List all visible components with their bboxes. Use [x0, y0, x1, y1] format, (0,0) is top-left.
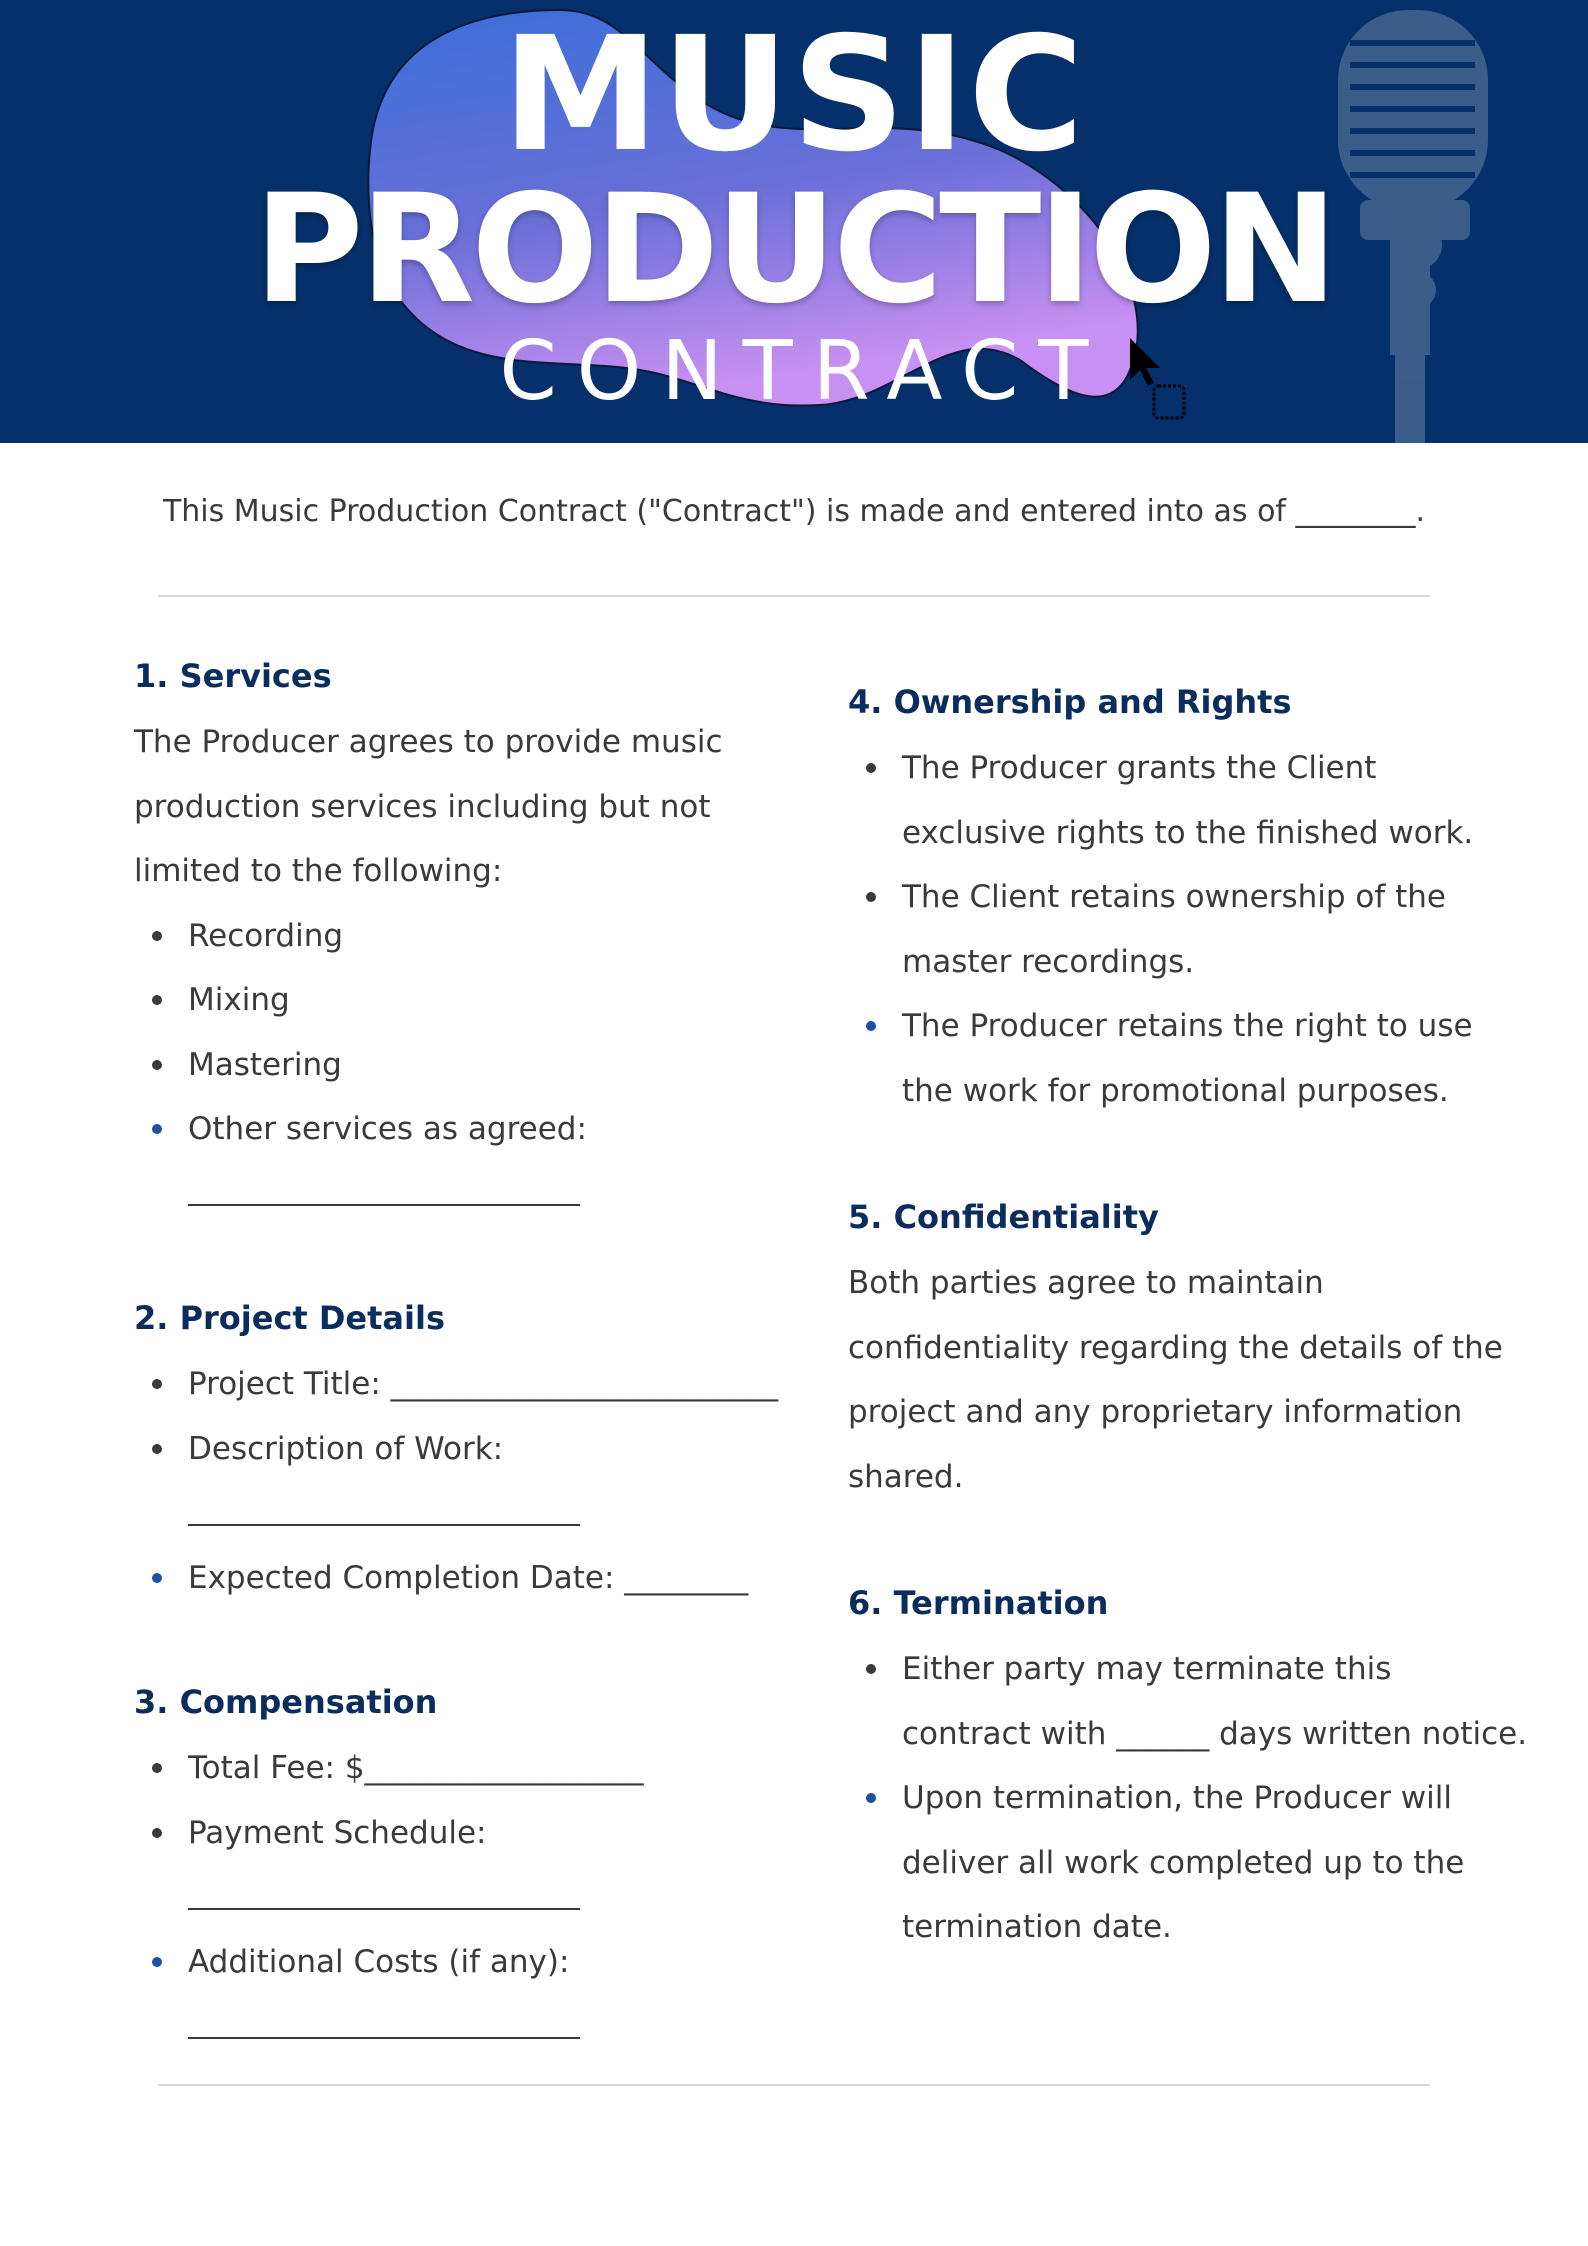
bullet-icon	[152, 931, 162, 941]
bullet-icon	[152, 1573, 162, 1583]
ownership-list	[848, 736, 1528, 1123]
list-item	[134, 1546, 824, 1611]
list-item-text: Project Title: _________________________	[188, 1366, 779, 1402]
list-item-text: Total Fee: $__________________	[188, 1750, 644, 1786]
bullet-icon	[152, 1060, 162, 1070]
bullet-icon	[152, 1124, 162, 1134]
list-item	[134, 1417, 824, 1546]
list-item	[848, 736, 1528, 865]
list-item	[848, 865, 1528, 994]
section-termination	[848, 1579, 1528, 1960]
list-item	[134, 1097, 824, 1226]
list-item	[134, 904, 824, 969]
list-item-text: The Producer grants the Client exclusive rights to the finished work.	[902, 750, 1474, 851]
termination-list	[848, 1637, 1528, 1960]
services-body: The Producer agrees to provide music production services including but not limited to the following:	[134, 724, 723, 889]
list-item	[134, 1736, 824, 1801]
termination-heading: 6. Termination	[848, 1584, 1109, 1622]
bullet-icon	[866, 1021, 876, 1031]
list-item	[848, 994, 1528, 1123]
bottom-divider	[158, 2084, 1430, 2086]
bullet-icon	[152, 995, 162, 1005]
list-item-text: Payment Schedule:	[188, 1814, 487, 1851]
bullet-icon	[152, 1379, 162, 1389]
list-item	[848, 1637, 1528, 1766]
header-banner	[0, 0, 1588, 443]
list-item-text: Description of Work:	[188, 1430, 504, 1467]
list-item-text: Upon termination, the Producer will deliver all work completed up to the termination date.	[902, 1780, 1465, 1945]
list-item	[134, 1033, 824, 1098]
list-item	[134, 1930, 824, 2059]
top-divider	[158, 595, 1430, 597]
list-item	[134, 1801, 824, 1930]
list-item-text: Recording	[188, 917, 344, 954]
section-compensation	[134, 1678, 824, 2059]
compensation-list	[134, 1736, 824, 2059]
bullet-icon	[152, 1957, 162, 1967]
bullet-icon	[866, 1664, 876, 1674]
section-ownership	[848, 678, 1528, 1123]
list-item-text: Mixing	[188, 982, 290, 1018]
title-production: PRODUCTION	[253, 163, 1335, 337]
list-item-text: Additional Costs (if any):	[188, 1943, 570, 1980]
confidentiality-heading: 5. Confidentiality	[848, 1198, 1159, 1236]
bullet-icon	[152, 1444, 162, 1454]
fill-in-blank[interactable]	[188, 1994, 580, 2059]
confidentiality-body: Both parties agree to maintain confidentiality regarding the details of the project and any proprietary information shared.	[848, 1265, 1503, 1495]
bullet-icon	[866, 892, 876, 902]
list-item-text: The Client retains ownership of the master recordings.	[902, 879, 1446, 980]
pointer-cursor-icon	[1128, 336, 1198, 426]
project-heading: 2. Project Details	[134, 1299, 445, 1337]
bullet-icon	[866, 1793, 876, 1803]
intro-text: This Music Production Contract ("Contract") is made and entered into as of ________.	[162, 494, 1426, 529]
fill-in-blank[interactable]	[188, 1162, 580, 1227]
project-list	[134, 1352, 824, 1610]
right-column	[848, 678, 1528, 2030]
fill-in-blank[interactable]	[188, 1865, 580, 1930]
bullet-icon	[152, 1763, 162, 1773]
list-item-text: Either party may terminate this contract with ______ days written notice.	[902, 1651, 1528, 1752]
list-item-text: The Producer retains the right to use the work for promotional purposes.	[902, 1008, 1473, 1109]
section-services	[134, 652, 824, 1226]
bullet-icon	[866, 763, 876, 773]
ownership-heading: 4. Ownership and Rights	[848, 683, 1292, 721]
left-column	[134, 652, 824, 2127]
title-music: MUSIC	[501, 3, 1087, 187]
fill-in-blank[interactable]	[188, 1481, 580, 1546]
services-heading: 1. Services	[134, 657, 332, 695]
list-item-text: Expected Completion Date: ________	[188, 1559, 749, 1596]
list-item	[134, 968, 824, 1033]
title-contract: CONTRACT	[499, 324, 1109, 419]
services-list	[134, 904, 824, 1227]
bullet-icon	[152, 1828, 162, 1838]
list-item-text: Mastering	[188, 1046, 342, 1083]
list-item	[134, 1352, 824, 1417]
section-project-details	[134, 1294, 824, 1610]
list-item	[848, 1766, 1528, 1960]
section-confidentiality	[848, 1193, 1528, 1509]
list-item-text: Other services as agreed:	[188, 1111, 587, 1147]
compensation-heading: 3. Compensation	[134, 1683, 438, 1721]
